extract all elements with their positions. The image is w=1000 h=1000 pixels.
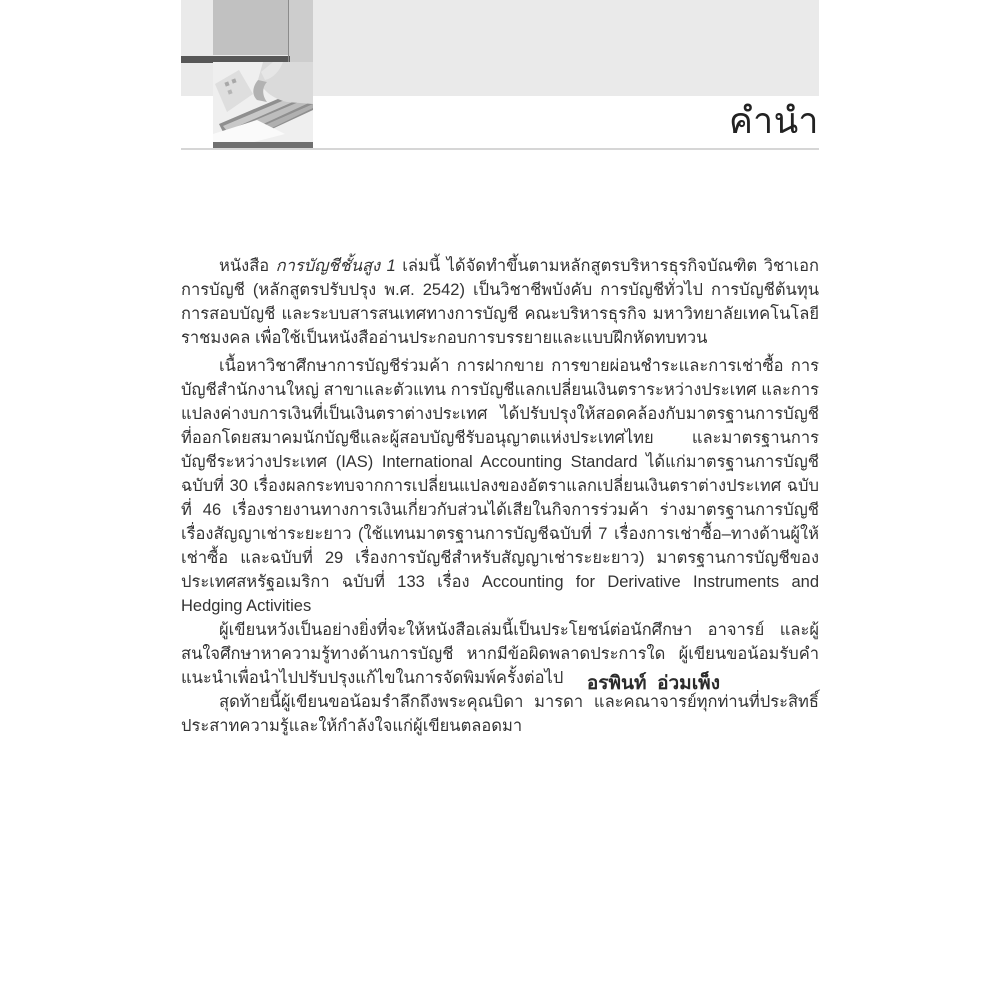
book-title-italic: การบัญชีชั้นสูง 1 xyxy=(275,257,396,275)
paragraph-3: ผู้เขียนหวังเป็นอย่างยิ่งที่จะให้หนังสือเล่มนี้เป็นประโยชน์ต่อนักศึกษา อาจารย์ และผู้สนใจศึกษาหาความรู้ทางด้านการบัญชี หากมีข้อผิดพลาดประการใด ผู้เขียนขอน้อมรับคำแนะนำเพื่อนำไปปรับปรุงแก้ไขในการจัดพิมพ์ครั้งต่อไป xyxy=(181,621,819,687)
paragraph-1 xyxy=(181,254,819,350)
page-title: คำนำ xyxy=(728,100,819,141)
author-signature: อรพินท์ อ่วมเพ็ง xyxy=(586,673,720,694)
paragraph-4: สุดท้ายนี้ผู้เขียนขอน้อมรำลึกถึงพระคุณบิดา มารดา และคณาจารย์ทุกท่านที่ประสิทธิ์ประสาทความรู้และให้กำลังใจแก่ผู้เขียนตลอดมา xyxy=(181,693,819,735)
preface-text-block xyxy=(181,254,819,738)
paragraph-1-rest: เล่มนี้ ได้จัดทำขึ้นตามหลักสูตรบริหารธุรกิจบัณฑิต วิชาเอกการบัญชี (หลักสูตรปรับปรุง พ.ศ. 2542) เป็นวิชาชีพบังคับ การบัญชีทั่วไป การบัญชีต้นทุน การสอบบัญชี และระบบสารสนเทศทางการบัญชี คณะบริหารธุรกิจ มหาวิทยาลัยเทคโนโลยีราชมงคล เพื่อใช้เป็นหนังสืออ่านประกอบการบรรยายและแบบฝึกหัดทบทวน xyxy=(181,257,819,347)
header-gray-square xyxy=(213,0,288,55)
paragraph-2: เนื้อหาวิชาศึกษาการบัญชีร่วมค้า การฝากขาย การขายผ่อนชำระและการเช่าซื้อ การบัญชีสำนักงานใหญ่ สาขาและตัวแทน การบัญชีแลกเปลี่ยนเงินตราระหว่างประเทศ และการแปลงค่างบการเงินที่เป็นเงินตราต่างประเทศ ได้ปรับปรุงให้สอดคล้องกับมาตรฐานการบัญชีที่ออกโดยสมาคมนักบัญชีและผู้สอบบัญชีรับอนุญาตแห่งประเทศไทย และมาตรฐานการบัญชีระหว่างประเทศ (IAS) International Accounting Standard ได้แก่มาตรฐานการบัญชีฉบับที่ 30 เรื่องผลกระทบจากการเปลี่ยนแปลงของอัตราแลกเปลี่ยนเงินตราต่างประเทศ ฉบับที่ 46 เรื่องรายงานทางการเงินเกี่ยวกับส่วนได้เสียในกิจการร่วมค้า ร่างมาตรฐานการบัญชี เรื่องสัญญาเช่าระยะยาว (ใช้แทนมาตรฐานการบัญชีฉบับที่ 7 เรื่องการเช่าซื้อ–ทางด้านผู้ให้เช่าซื้อ และฉบับที่ 29 เรื่องการบัญชีสำหรับสัญญาเช่าระยะยาว) มาตรฐานการบัญชีของประเทศสหรัฐอเมริกา ฉบับที่ 133 เรื่อง Accounting for Derivative Instruments and Hedging Activities xyxy=(181,357,819,615)
header-light-column xyxy=(289,0,313,62)
header-rule xyxy=(181,148,819,150)
paragraph-1-lead: หนังสือ xyxy=(219,257,276,275)
